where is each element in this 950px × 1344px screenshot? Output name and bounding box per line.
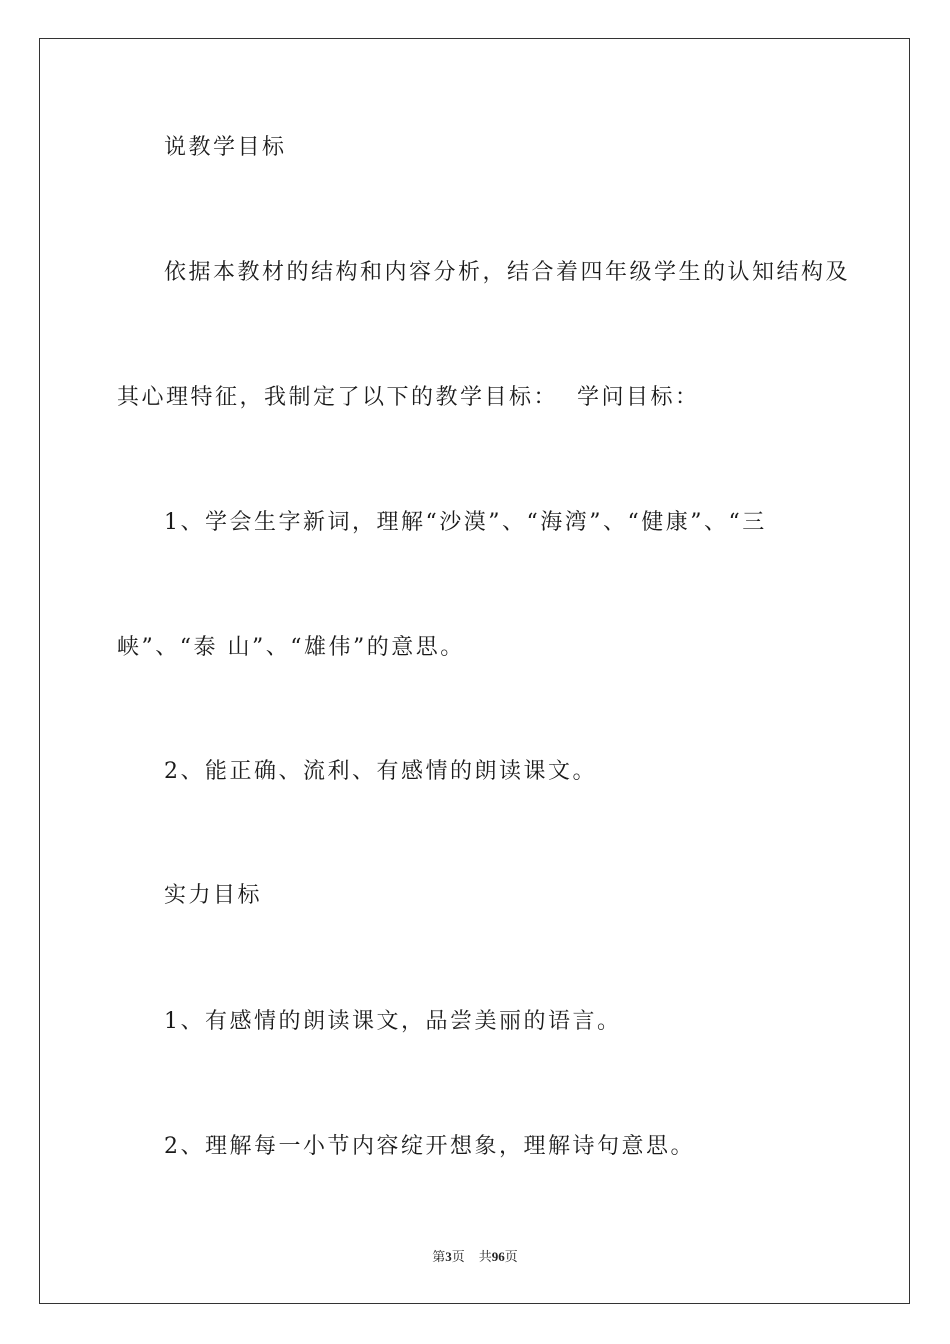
footer-page-number: 3: [445, 1249, 452, 1264]
page-footer: [0, 1246, 950, 1265]
footer-total-number: 96: [491, 1249, 505, 1264]
footer-total-suffix: 页: [504, 1249, 518, 1264]
list-item-line: 2、能正确、流利、有感情的朗读课文。: [164, 759, 597, 784]
page-border: [39, 38, 910, 1304]
list-item-line: 峡”、“泰 山”、“雄伟”的意思。: [117, 635, 465, 660]
heading-ability-goals: 实力目标: [164, 883, 263, 908]
list-item-line: 1、有感情的朗读课文，品尝美丽的语言。: [164, 1009, 622, 1034]
list-item-line: 2、理解每一小节内容绽开想象，理解诗句意思。: [164, 1134, 695, 1159]
footer-total-prefix: 共: [478, 1249, 492, 1264]
footer-page-prefix: 第: [432, 1249, 446, 1264]
footer-page-suffix: 页: [451, 1249, 465, 1264]
paragraph-line: 其心理特征，我制定了以下的教学目标： 学问目标：: [117, 385, 700, 410]
list-item-line: 1、学会生字新词，理解“沙漠”、“海湾”、“健康”、“三: [164, 510, 767, 535]
heading-teaching-goals: 说教学目标: [164, 135, 287, 160]
paragraph-line: 依据本教材的结构和内容分析，结合着四年级学生的认知结构及: [164, 260, 851, 285]
